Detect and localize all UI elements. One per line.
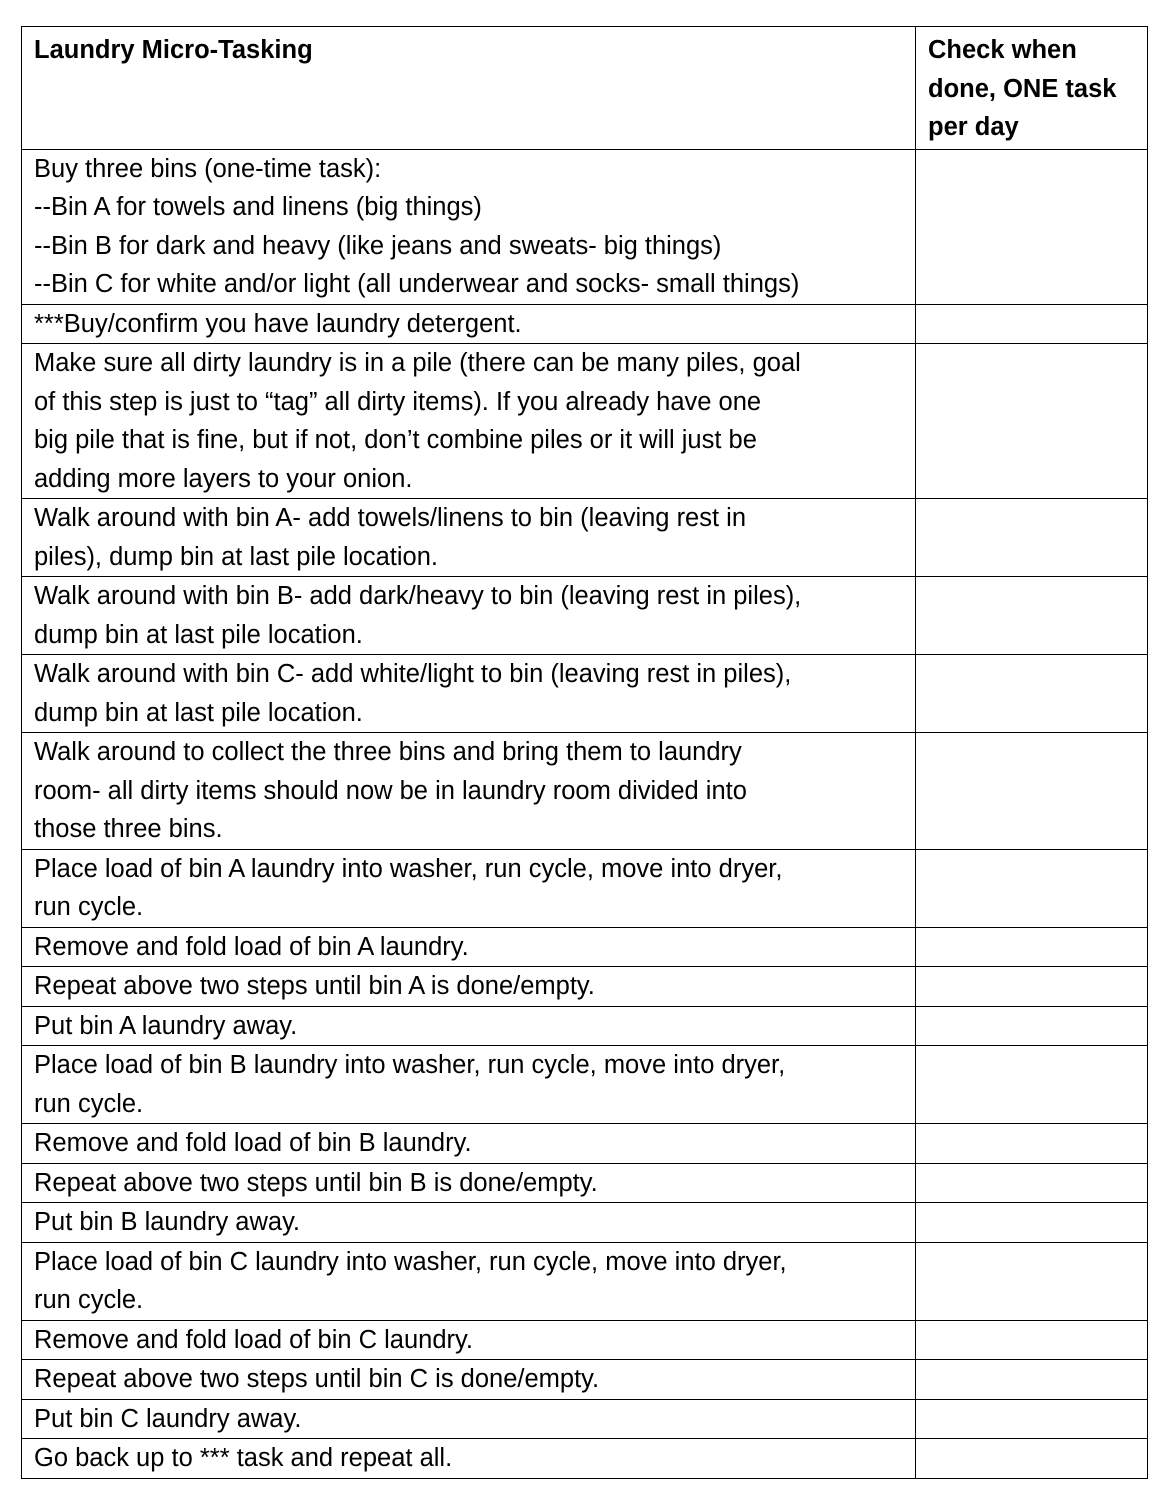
task-text-line: Remove and fold load of bin A laundry. [34,932,469,961]
check-box-cell[interactable] [916,1006,1148,1046]
task-text-line: Put bin C laundry away. [34,1404,302,1433]
task-text-line: run cycle. [34,893,144,921]
task-text-line: Repeat above two steps until bin A is done/empty. [34,972,595,1000]
check-box-cell[interactable] [916,1046,1148,1124]
table-row [22,849,1148,927]
table-row [22,1163,1148,1203]
task-cell [22,849,916,927]
task-text-line: --Bin B for dark and heavy (like jeans and sweats- big things) [34,231,722,260]
task-text-line: Remove and fold load of bin C laundry. [34,1325,473,1354]
check-box-cell[interactable] [916,499,1148,577]
table-row [22,967,1148,1007]
table-row [22,927,1148,967]
task-text-line: piles), dump bin at last pile location. [34,542,438,571]
task-text-line: Put bin B laundry away. [34,1208,301,1236]
task-cell [22,1439,916,1479]
check-box-cell[interactable] [916,1203,1148,1243]
check-box-cell[interactable] [916,655,1148,733]
task-text-line: those three bins. [34,815,223,843]
task-text-line: Walk around to collect the three bins and bring them to laundry [34,738,742,766]
table-row [22,655,1148,733]
task-cell [22,1124,916,1164]
check-box-cell[interactable] [916,344,1148,499]
task-text-line: adding more layers to your onion. [34,464,413,493]
task-cell [22,1242,916,1320]
task-cell [22,577,916,655]
table-row [22,1439,1148,1479]
task-cell [22,1006,916,1046]
check-box-cell[interactable] [916,1399,1148,1439]
check-box-cell[interactable] [916,1124,1148,1164]
check-box-cell[interactable] [916,577,1148,655]
task-cell [22,344,916,499]
table-row [22,499,1148,577]
task-text-line: Place load of bin A laundry into washer, run cycle, move into dryer, [34,854,783,883]
check-box-cell[interactable] [916,1439,1148,1479]
task-cell [22,927,916,967]
task-cell [22,149,916,304]
task-cell [22,1203,916,1243]
task-text-line: --Bin A for towels and linens (big things) [34,193,482,221]
task-text-line: Buy three bins (one-time task): [34,154,382,183]
table-row [22,1203,1148,1243]
task-text-line: dump bin at last pile location. [34,698,363,727]
task-text-line: Repeat above two steps until bin C is done/empty. [34,1365,600,1393]
table-row [22,304,1148,344]
task-cell [22,499,916,577]
task-text-line: room- all dirty items should now be in laundry room divided into [34,776,747,805]
table-row [22,733,1148,850]
table-row [22,1124,1148,1164]
task-text-line: Place load of bin B laundry into washer, run cycle, move into dryer, [34,1051,786,1079]
task-cell [22,967,916,1007]
task-text-line: Make sure all dirty laundry is in a pile (there can be many piles, goal [34,349,801,377]
table-row [22,1399,1148,1439]
table-row [22,344,1148,499]
task-column-header: Laundry Micro-Tasking [22,27,916,150]
task-text-line: Walk around with bin A- add towels/linens to bin (leaving rest in [34,504,747,532]
task-text-line: big pile that is fine, but if not, don’t combine piles or it will just be [34,426,757,454]
task-text-line: Remove and fold load of bin B laundry. [34,1129,472,1157]
task-text-line: --Bin C for white and/or light (all underwear and socks- small things) [34,270,800,298]
check-column-header: Check when done, ONE task per day [916,27,1148,150]
task-text-line: Repeat above two steps until bin B is done/empty. [34,1168,598,1197]
check-box-cell[interactable] [916,1242,1148,1320]
task-cell [22,733,916,850]
task-cell [22,1163,916,1203]
check-box-cell[interactable] [916,927,1148,967]
check-box-cell[interactable] [916,1360,1148,1400]
check-box-cell[interactable] [916,733,1148,850]
table-row [22,1006,1148,1046]
table-row [22,1320,1148,1360]
check-box-cell[interactable] [916,304,1148,344]
check-box-cell[interactable] [916,1163,1148,1203]
laundry-task-table [21,26,1148,1479]
table-row [22,1360,1148,1400]
task-cell [22,1320,916,1360]
table-row [22,1242,1148,1320]
check-box-cell[interactable] [916,967,1148,1007]
check-box-cell[interactable] [916,849,1148,927]
task-text-line: Place load of bin C laundry into washer, run cycle, move into dryer, [34,1247,787,1276]
task-cell [22,655,916,733]
task-text-line: run cycle. [34,1089,144,1118]
task-cell [22,1360,916,1400]
task-text-line: run cycle. [34,1286,144,1314]
task-text-line: Walk around with bin C- add white/light to bin (leaving rest in piles), [34,660,792,688]
task-text-line: ***Buy/confirm you have laundry detergent. [34,309,522,338]
table-header-row [22,27,1148,150]
table-row [22,149,1148,304]
task-cell [22,1046,916,1124]
task-text-line: of this step is just to “tag” all dirty items). If you already have one [34,387,762,416]
task-cell [22,1399,916,1439]
check-box-cell[interactable] [916,1320,1148,1360]
table-row [22,1046,1148,1124]
table-row [22,577,1148,655]
task-table-body [22,27,1148,1479]
task-text-line: Put bin A laundry away. [34,1011,298,1040]
task-text-line: Go back up to *** task and repeat all. [34,1444,453,1472]
task-text-line: dump bin at last pile location. [34,620,363,649]
task-cell [22,304,916,344]
task-text-line: Walk around with bin B- add dark/heavy to bin (leaving rest in piles), [34,582,802,610]
check-box-cell[interactable] [916,149,1148,304]
